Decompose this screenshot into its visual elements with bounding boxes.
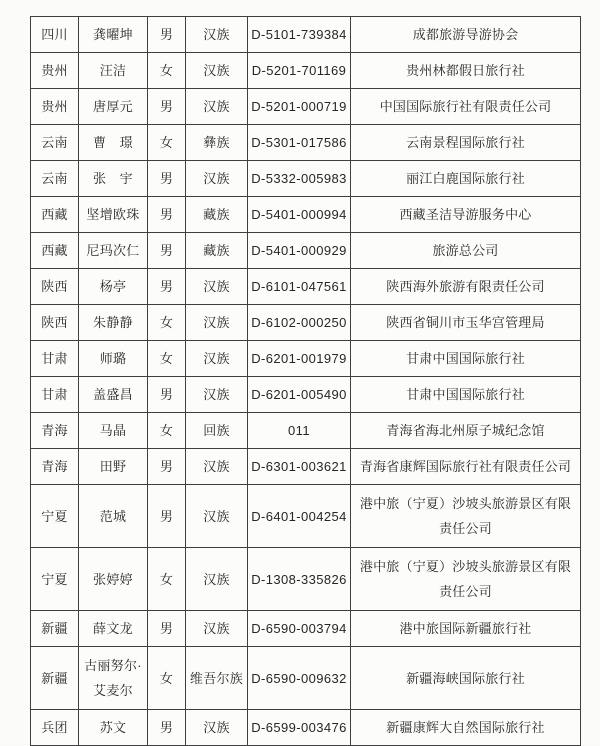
cell-organization: 甘肃中国国际旅行社 [351, 377, 581, 413]
table-row [31, 710, 581, 746]
cell-gender: 女 [148, 341, 186, 377]
cell-gender: 女 [148, 53, 186, 89]
cell-gender: 男 [148, 611, 186, 647]
cell-name: 盖盛昌 [79, 377, 148, 413]
cell-name: 汪洁 [79, 53, 148, 89]
cell-id: D-5332-005983 [248, 161, 351, 197]
cell-organization: 新疆康辉大自然国际旅行社 [351, 710, 581, 746]
table-row [31, 647, 581, 710]
cell-organization: 贵州林都假日旅行社 [351, 53, 581, 89]
cell-name: 田野 [79, 449, 148, 485]
cell-id: D-6201-005490 [248, 377, 351, 413]
cell-ethnicity: 汉族 [186, 269, 248, 305]
table-row [31, 269, 581, 305]
cell-province: 四川 [31, 17, 79, 53]
cell-province: 贵州 [31, 89, 79, 125]
cell-ethnicity: 汉族 [186, 341, 248, 377]
cell-id: D-5401-000994 [248, 197, 351, 233]
cell-gender: 男 [148, 197, 186, 233]
cell-gender: 男 [148, 377, 186, 413]
cell-organization: 丽江白鹿国际旅行社 [351, 161, 581, 197]
cell-organization: 新疆海峡国际旅行社 [351, 647, 581, 710]
cell-gender: 女 [148, 305, 186, 341]
cell-province: 西藏 [31, 197, 79, 233]
cell-organization: 甘肃中国国际旅行社 [351, 341, 581, 377]
cell-organization: 港中旅国际新疆旅行社 [351, 611, 581, 647]
cell-name: 龚曜坤 [79, 17, 148, 53]
cell-id: D-5101-739384 [248, 17, 351, 53]
cell-organization: 陕西海外旅游有限责任公司 [351, 269, 581, 305]
cell-province: 西藏 [31, 233, 79, 269]
cell-ethnicity: 汉族 [186, 611, 248, 647]
cell-id: D-6590-003794 [248, 611, 351, 647]
cell-gender: 男 [148, 233, 186, 269]
cell-province: 青海 [31, 449, 79, 485]
cell-gender: 女 [148, 125, 186, 161]
cell-province: 甘肃 [31, 341, 79, 377]
cell-id: D-1308-335826 [248, 548, 351, 611]
tour-guide-roster-table [30, 16, 581, 746]
cell-province: 宁夏 [31, 485, 79, 548]
table-row [31, 611, 581, 647]
cell-name: 张婷婷 [79, 548, 148, 611]
cell-gender: 女 [148, 647, 186, 710]
table-row [31, 89, 581, 125]
cell-name: 坚增欧珠 [79, 197, 148, 233]
table-row [31, 197, 581, 233]
table-row [31, 377, 581, 413]
cell-gender: 男 [148, 17, 186, 53]
cell-name: 苏文 [79, 710, 148, 746]
cell-gender: 男 [148, 161, 186, 197]
cell-organization: 西藏圣洁导游服务中心 [351, 197, 581, 233]
table-row [31, 548, 581, 611]
cell-ethnicity: 汉族 [186, 17, 248, 53]
cell-id: D-6599-003476 [248, 710, 351, 746]
cell-province: 新疆 [31, 647, 79, 710]
cell-name: 曹 璟 [79, 125, 148, 161]
cell-name: 朱静静 [79, 305, 148, 341]
table-row [31, 449, 581, 485]
table-row [31, 233, 581, 269]
cell-name: 张 宇 [79, 161, 148, 197]
cell-id: D-6101-047561 [248, 269, 351, 305]
cell-ethnicity: 汉族 [186, 449, 248, 485]
cell-province: 贵州 [31, 53, 79, 89]
cell-gender: 女 [148, 413, 186, 449]
cell-ethnicity: 汉族 [186, 377, 248, 413]
cell-ethnicity: 汉族 [186, 161, 248, 197]
cell-province: 兵团 [31, 710, 79, 746]
table-row [31, 53, 581, 89]
table-row [31, 161, 581, 197]
cell-gender: 男 [148, 449, 186, 485]
cell-name: 尼玛次仁 [79, 233, 148, 269]
cell-id: D-5201-000719 [248, 89, 351, 125]
cell-ethnicity: 汉族 [186, 710, 248, 746]
table-row [31, 17, 581, 53]
cell-ethnicity: 汉族 [186, 548, 248, 611]
cell-organization: 港中旅（宁夏）沙坡头旅游景区有限责任公司 [351, 548, 581, 611]
cell-name: 杨亭 [79, 269, 148, 305]
cell-gender: 男 [148, 269, 186, 305]
cell-id: D-5401-000929 [248, 233, 351, 269]
table-body [31, 17, 581, 746]
cell-name: 古丽努尔·艾麦尔 [79, 647, 148, 710]
cell-ethnicity: 汉族 [186, 485, 248, 548]
cell-ethnicity: 汉族 [186, 53, 248, 89]
table-row [31, 485, 581, 548]
cell-name: 师璐 [79, 341, 148, 377]
cell-gender: 男 [148, 710, 186, 746]
cell-ethnicity: 藏族 [186, 233, 248, 269]
table-row [31, 341, 581, 377]
cell-province: 陕西 [31, 305, 79, 341]
cell-ethnicity: 维吾尔族 [186, 647, 248, 710]
cell-id: D-6301-003621 [248, 449, 351, 485]
cell-organization: 中国国际旅行社有限责任公司 [351, 89, 581, 125]
cell-ethnicity: 藏族 [186, 197, 248, 233]
cell-id: 011 [248, 413, 351, 449]
cell-id: D-5301-017586 [248, 125, 351, 161]
cell-gender: 女 [148, 548, 186, 611]
cell-id: D-6201-001979 [248, 341, 351, 377]
cell-organization: 青海省海北州原子城纪念馆 [351, 413, 581, 449]
cell-province: 甘肃 [31, 377, 79, 413]
cell-organization: 旅游总公司 [351, 233, 581, 269]
cell-ethnicity: 汉族 [186, 305, 248, 341]
cell-province: 宁夏 [31, 548, 79, 611]
cell-organization: 成都旅游导游协会 [351, 17, 581, 53]
cell-organization: 陕西省铜川市玉华宫管理局 [351, 305, 581, 341]
cell-province: 陕西 [31, 269, 79, 305]
cell-id: D-6401-004254 [248, 485, 351, 548]
cell-gender: 男 [148, 89, 186, 125]
cell-id: D-6590-009632 [248, 647, 351, 710]
cell-name: 范城 [79, 485, 148, 548]
cell-province: 青海 [31, 413, 79, 449]
cell-id: D-6102-000250 [248, 305, 351, 341]
cell-gender: 男 [148, 485, 186, 548]
cell-name: 唐厚元 [79, 89, 148, 125]
cell-name: 马晶 [79, 413, 148, 449]
table-row [31, 305, 581, 341]
cell-ethnicity: 汉族 [186, 89, 248, 125]
cell-province: 云南 [31, 161, 79, 197]
cell-name: 薛文龙 [79, 611, 148, 647]
table-row [31, 413, 581, 449]
cell-organization: 青海省康辉国际旅行社有限责任公司 [351, 449, 581, 485]
cell-province: 新疆 [31, 611, 79, 647]
cell-id: D-5201-701169 [248, 53, 351, 89]
cell-province: 云南 [31, 125, 79, 161]
table-row [31, 125, 581, 161]
cell-organization: 港中旅（宁夏）沙坡头旅游景区有限责任公司 [351, 485, 581, 548]
cell-organization: 云南景程国际旅行社 [351, 125, 581, 161]
cell-ethnicity: 回族 [186, 413, 248, 449]
cell-ethnicity: 彝族 [186, 125, 248, 161]
